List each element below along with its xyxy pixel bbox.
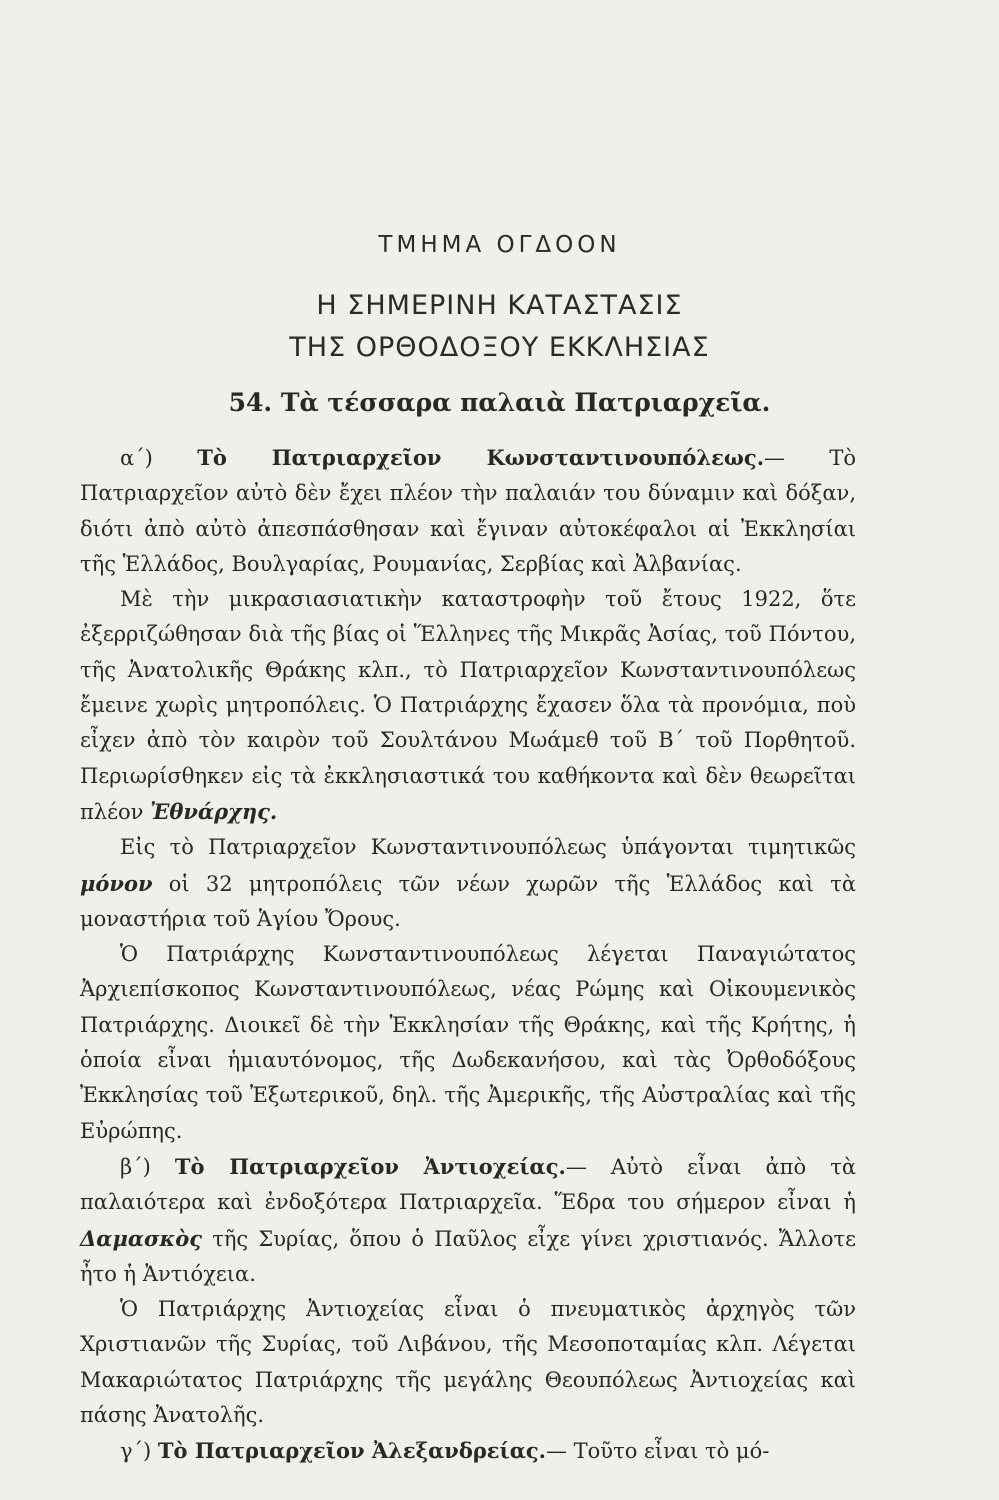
- paragraph-patriarch-title: [80, 937, 856, 1149]
- subheading: 54. Τὰ τέσσαρα παλαιὰ Πατριαρχεῖα.: [228, 388, 771, 417]
- paragraph-constantinople: [80, 440, 856, 582]
- chapter-title-line-1: Η ΣΗΜΕΡΙΝΗ ΚΑΤΑΣΤΑΣΙΣ: [316, 290, 683, 321]
- bold-heading: Τὸ Πατριαρχεῖον Ἀντιοχείας.: [174, 1153, 566, 1179]
- item-marker: β΄): [120, 1154, 175, 1179]
- body-text: [80, 440, 856, 1470]
- emphasis: μόνον: [80, 870, 153, 896]
- paragraph-antioch: [80, 1149, 856, 1292]
- chapter-title-line-2: ΤΗΣ ΟΡΘΟΔΟΞΟΥ ΕΚΚΛΗΣΙΑΣ: [289, 332, 710, 363]
- paragraph-text: τῆς Συρίας, ὅπου ὁ Παῦλος εἶχε γίνει χριστιανός. Ἄλλοτε ἦτο ἡ Ἀντιόχεια.: [80, 1226, 856, 1286]
- bold-heading: Τὸ Πατριαρχεῖον Κωνσταντινουπόλεως.: [197, 445, 765, 470]
- paragraph-asia-minor: [80, 582, 856, 830]
- bold-heading: Τὸ Πατριαρχεῖον Ἀλεξανδρείας.: [157, 1438, 546, 1464]
- paragraph-text: Εἰς τὸ Πατριαρχεῖον Κωνσταντινουπόλεως ὑπάγονται τιμητικῶς: [120, 835, 856, 860]
- paragraph-text: — Τοῦτο εἶναι τὸ μό-: [545, 1439, 770, 1464]
- item-marker: α΄): [120, 446, 198, 470]
- paragraph-text: — Τὸ Πατριαρχεῖον αὐτὸ δὲν ἔχει πλέον τὴν παλαιάν του δύναμιν καὶ δόξαν, διότι ἀπὸ αὐτὸ ἀπεσπάσθησαν καὶ ἔγιναν αὐτοκέφαλοι αἱ Ἐκκλησίαι τῆς Ἑλλάδος, Βουλγαρίας, Ρουμανίας, Σερβίας καὶ Ἀλβανίας.: [80, 446, 856, 576]
- paragraph-text: Ὁ Πατριάρχης Κωνσταντινουπόλεως λέγεται Παναγιώτατος Ἀρχιεπίσκοπος Κωνσταντινουπόλεως, νέας Ρώμης καὶ Οἰκουμενικὸς Πατριάρχης. Διοικεῖ δὲ τὴν Ἐκκλησίαν τῆς Θράκης, καὶ τῆς Κρήτης, ἡ ὁποία εἶναι ἡμιαυτόνομος, τῆς Δωδεκανήσου, καὶ τὰς Ὀρθοδόξους Ἐκκλησίας τοῦ Ἐξωτερικοῦ, δηλ. τῆς Ἀμερικῆς, τῆς Αὐστραλίας καὶ τῆς Εὐρώπης.: [80, 942, 856, 1143]
- emphasis: Δαμασκὸς: [80, 1225, 203, 1251]
- paragraph-text: Μὲ τὴν μικρασιασιατικὴν καταστροφὴν τοῦ ἔτους 1922, ὅτε ἐξερριζώθησαν διὰ τῆς βίας οἱ Ἕλληνες τῆς Μικρᾶς Ἀσίας, τοῦ Πόντου, τῆς Ἀνατολικῆς Θράκης κλπ., τὸ Πατριαρχεῖον Κωνσταντινουπόλεως ἔμεινε χωρὶς μητροπόλεις. Ὁ Πατριάρχης ἔχασεν ὅλα τὰ προνόμια, ποὺ εἶχεν ἀπὸ τὸν καιρὸν τοῦ Σουλτάνου Μωάμεθ τοῦ Β΄ τοῦ Πορθητοῦ. Περιωρίσθηκεν εἰς τὰ ἐκκλησιαστικά του καθήκοντα καὶ δὲν θεωρεῖται πλέον: [80, 587, 856, 824]
- item-marker: γ΄): [120, 1439, 158, 1464]
- paragraph-text: οἱ 32 μητροπόλεις τῶν νέων χωρῶν τῆς Ἑλλάδος καὶ τὰ μοναστήρια τοῦ Ἁγίου Ὄρους.: [80, 871, 856, 931]
- paragraph-alexandria: [80, 1433, 856, 1469]
- paragraph-antioch-patriarch: [80, 1292, 856, 1433]
- emphasis: Ἐθνάρχης.: [150, 798, 278, 824]
- paragraph-metropoleis: [80, 830, 856, 937]
- paragraph-text: Ὁ Πατριάρχης Ἀντιοχείας εἶναι ὁ πνευματικὸς ἀρχηγὸς τῶν Χριστιανῶν τῆς Συρίας, τοῦ Λιβάνου, τῆς Μεσοποταμίας κλπ. Λέγεται Μακαριώτατος Πατριάρχης τῆς μεγάλης Θεουπόλεως Ἀντιοχείας καὶ πάσης Ἀνατολῆς.: [80, 1297, 856, 1428]
- paragraph-text: — Αὐτὸ εἶναι ἀπὸ τὰ παλαιότερα καὶ ἐνδοξότερα Πατριαρχεῖα. Ἕδρα του σήμερον εἶναι ἡ: [80, 1154, 856, 1215]
- section-label: ΤΜΗΜΑ ΟΓΔΟΟΝ: [378, 232, 621, 258]
